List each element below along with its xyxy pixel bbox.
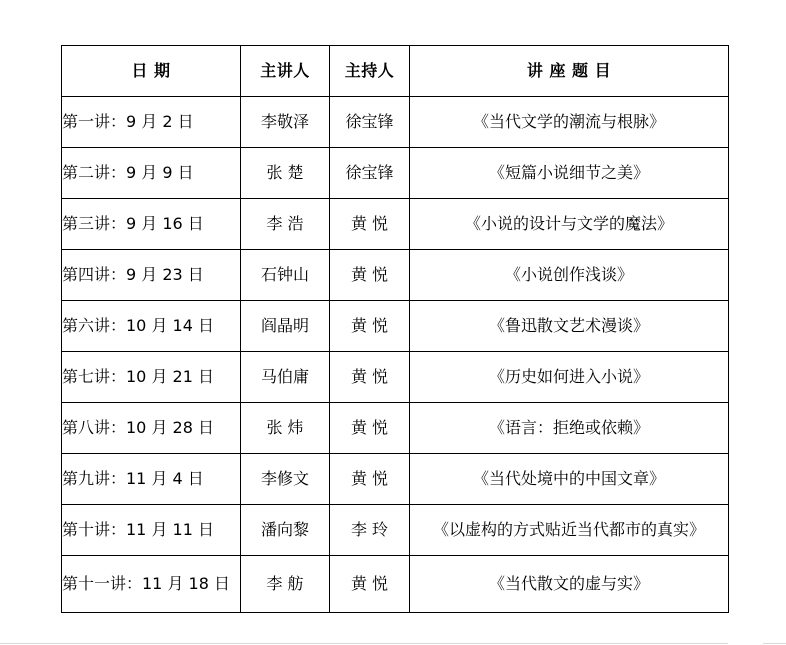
cell-date: 第六讲：10 月 14 日 bbox=[62, 301, 241, 352]
cell-date: 第七讲：10 月 21 日 bbox=[62, 352, 241, 403]
cell-host: 黄 悦 bbox=[330, 556, 410, 613]
cell-date: 第三讲：9 月 16 日 bbox=[62, 199, 241, 250]
cell-topic: 《短篇小说细节之美》 bbox=[410, 148, 729, 199]
table-row bbox=[62, 250, 729, 301]
cell-date: 第十一讲：11 月 18 日 bbox=[62, 556, 241, 613]
table-row bbox=[62, 505, 729, 556]
cell-host: 黄 悦 bbox=[330, 250, 410, 301]
header-topic: 讲 座 题 目 bbox=[410, 46, 729, 97]
cell-speaker: 李 浩 bbox=[241, 199, 330, 250]
page-bottom-divider-right bbox=[763, 643, 786, 644]
cell-host: 黄 悦 bbox=[330, 403, 410, 454]
cell-date: 第二讲：9 月 9 日 bbox=[62, 148, 241, 199]
header-date: 日 期 bbox=[62, 46, 241, 97]
cell-date: 第九讲：11 月 4 日 bbox=[62, 454, 241, 505]
table-row bbox=[62, 148, 729, 199]
cell-speaker: 李 舫 bbox=[241, 556, 330, 613]
cell-speaker: 石钟山 bbox=[241, 250, 330, 301]
cell-host: 黄 悦 bbox=[330, 454, 410, 505]
cell-topic: 《当代处境中的中国文章》 bbox=[410, 454, 729, 505]
cell-topic: 《当代文学的潮流与根脉》 bbox=[410, 97, 729, 148]
cell-speaker: 张 楚 bbox=[241, 148, 330, 199]
header-speaker: 主讲人 bbox=[241, 46, 330, 97]
cell-host: 黄 悦 bbox=[330, 199, 410, 250]
cell-host: 黄 悦 bbox=[330, 352, 410, 403]
cell-date: 第四讲：9 月 23 日 bbox=[62, 250, 241, 301]
lecture-schedule-table bbox=[61, 45, 729, 613]
page-bottom-divider bbox=[0, 643, 728, 644]
cell-topic: 《鲁迅散文艺术漫谈》 bbox=[410, 301, 729, 352]
cell-topic: 《小说的设计与文学的魔法》 bbox=[410, 199, 729, 250]
cell-topic: 《历史如何进入小说》 bbox=[410, 352, 729, 403]
cell-topic: 《当代散文的虚与实》 bbox=[410, 556, 729, 613]
table-row bbox=[62, 352, 729, 403]
cell-host: 徐宝锋 bbox=[330, 148, 410, 199]
cell-date: 第十讲：11 月 11 日 bbox=[62, 505, 241, 556]
table-row bbox=[62, 301, 729, 352]
cell-speaker: 张 炜 bbox=[241, 403, 330, 454]
table-row bbox=[62, 556, 729, 613]
cell-topic: 《语言：拒绝或依赖》 bbox=[410, 403, 729, 454]
table-row bbox=[62, 403, 729, 454]
header-row bbox=[62, 46, 729, 97]
cell-host: 徐宝锋 bbox=[330, 97, 410, 148]
cell-speaker: 李修文 bbox=[241, 454, 330, 505]
cell-topic: 《以虚构的方式贴近当代都市的真实》 bbox=[410, 505, 729, 556]
cell-host: 黄 悦 bbox=[330, 301, 410, 352]
cell-host: 李 玲 bbox=[330, 505, 410, 556]
cell-date: 第一讲：9 月 2 日 bbox=[62, 97, 241, 148]
cell-date: 第八讲：10 月 28 日 bbox=[62, 403, 241, 454]
table-row bbox=[62, 199, 729, 250]
cell-speaker: 马伯庸 bbox=[241, 352, 330, 403]
cell-speaker: 阎晶明 bbox=[241, 301, 330, 352]
table-row bbox=[62, 454, 729, 505]
header-host: 主持人 bbox=[330, 46, 410, 97]
cell-speaker: 李敬泽 bbox=[241, 97, 330, 148]
table-row bbox=[62, 97, 729, 148]
cell-topic: 《小说创作浅谈》 bbox=[410, 250, 729, 301]
cell-speaker: 潘向黎 bbox=[241, 505, 330, 556]
